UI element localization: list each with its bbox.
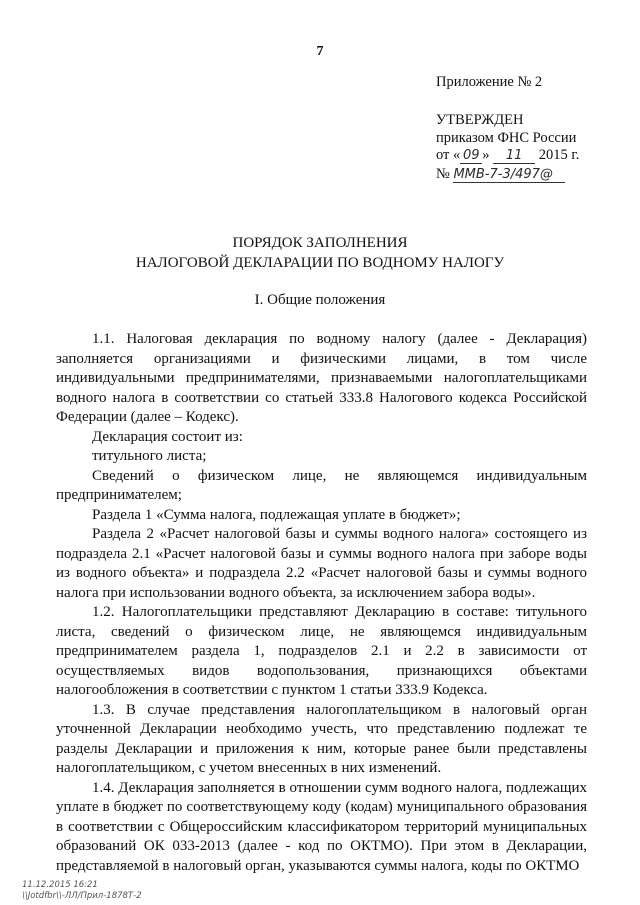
paragraph-section-1: Раздела 1 «Сумма налога, подлежащая уплате в бюджет»;: [92, 506, 461, 523]
document-title-line2: НАЛОГОВОЙ ДЕКЛАРАЦИИ ПО ВОДНОМУ НАЛОГУ: [135, 255, 505, 271]
paragraph-composition: Декларация состоит из:: [92, 428, 243, 445]
date-mid: »: [482, 147, 490, 163]
approved-label: УТВЕРЖДЕН: [436, 112, 524, 128]
date-month: 11: [493, 149, 535, 164]
date-year: 2015 г.: [538, 147, 580, 163]
paragraph-1-4: 1.4. Декларация заполняется в отношении сумм водного налога, подлежащих уплате в бюджет по соответствующему коду (кодам) муниципального образования в соответствии с Общероссийским классификатором территорий муниципальных образований ОК 033-2013 (далее - код по ОКТМО). При этом в Декларации, представляемой в налоговый орган, указываются суммы налога, коды по ОКТМО: [56, 779, 587, 874]
paragraph-title-sheet: титульного листа;: [92, 448, 207, 464]
paragraph-1-2: 1.2. Налогоплательщики представляют Декларацию в составе: титульного листа, сведений о физическом лице, не являющемся индивидуальным предпринимателем раздела 1, подразделов 2.1 и 2.2 в зависимости от осуществляемых видов водопользования, признающихся объектами налогообложения в соответствии с пунктом 1 статьи 333.9 Кодекса.: [56, 604, 587, 698]
paragraph-1-3: 1.3. В случае представления налогоплательщиком в налоговый орган уточненной Декларации необходимо учесть, что представлению подлежат те разделы Декларации и приложения к ним, которые ранее были представлены налогоплательщиком, с учетом внесенных в них изменений.: [56, 701, 587, 776]
footer-file-path: \\Jotdfbr\\-ЛЛ/Прил-1878Т-2: [22, 891, 142, 901]
paragraph-1-1: 1.1. Налоговая декларация по водному налогу (далее - Декларация) заполняется организациями и физическими лицами, в том числе индивидуальными предпринимателями, признаваемыми налогоплательщиками водного налога в соответствии со статьей 333.8 Налогового кодекса Российской Федерации (далее – Кодекс).: [56, 331, 587, 425]
document-body: [56, 330, 587, 876]
order-date: [436, 147, 579, 164]
order-number: [436, 166, 565, 183]
date-day: 09: [460, 149, 482, 164]
footer-timestamp: 11.12.2015 16:21: [22, 880, 98, 890]
paragraph-section-2: Раздела 2 «Расчет налоговой базы и суммы водного налога» состоящего из подраздела 2.1 «Расчет налоговой базы и суммы водного налога при заборе воды из водного объекта» и подраздела 2.2 «Расчет налоговой базы и суммы водного налога при использовании водного объекта, за исключением забора воды».: [56, 526, 587, 601]
section-heading: I. Общие положения: [254, 292, 386, 308]
document-title-line1: ПОРЯДОК ЗАПОЛНЕНИЯ: [232, 235, 408, 251]
order-label: приказом ФНС России: [436, 130, 577, 146]
number-prefix: №: [436, 166, 450, 182]
paragraph-individual-info: Сведений о физическом лице, не являющемся индивидуальным предпринимателем;: [56, 467, 587, 503]
page-number: 7: [316, 44, 324, 59]
date-prefix: от «: [436, 147, 461, 163]
number-value: ММВ-7-3/497@: [453, 168, 565, 183]
appendix-title: Приложение № 2: [436, 74, 543, 90]
